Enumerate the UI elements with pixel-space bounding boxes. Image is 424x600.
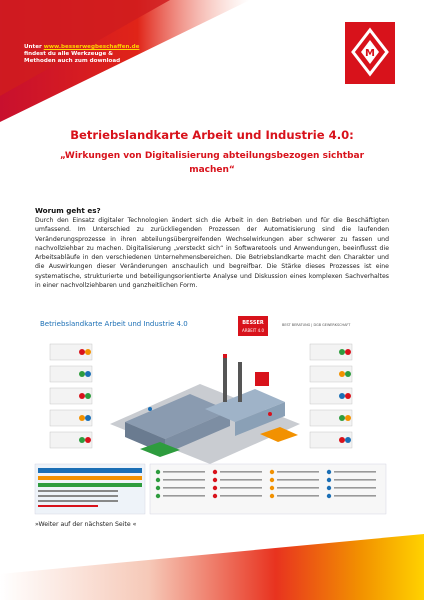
partner-text: BEST BERATUNG | DGB GEWERKSCHAFT <box>282 323 351 327</box>
svg-text:M: M <box>365 48 375 59</box>
page-title: Betriebslandkarte Arbeit und Industrie 4.0: <box>70 128 354 142</box>
section-heading: Worum geht es? <box>35 206 101 215</box>
promo-prefix: Unter <box>24 44 42 50</box>
promo-text <box>24 44 144 66</box>
promo-rest: findest du alle Werkzeuge & Methoden auch zum download <box>24 51 121 65</box>
betriebslandkarte-image <box>30 314 393 520</box>
igmetall-logo <box>345 22 395 84</box>
map-title: Betriebslandkarte Arbeit und Industrie 4.0 <box>40 320 188 328</box>
map-legend-panel <box>35 464 386 514</box>
badge-bottom-text: ARBEIT 4.0 <box>241 328 265 333</box>
besser-badge <box>238 316 268 336</box>
left-legend-boxes <box>50 344 92 448</box>
next-page-link[interactable]: »Weiter auf der nächsten Seite « <box>35 521 137 528</box>
factory-illustration <box>110 354 300 464</box>
right-legend-boxes <box>310 344 352 448</box>
page-subtitle: „Wirkungen von Digitalisierung abteilungsbezogen sichtbar machen“ <box>59 151 365 175</box>
promo-link[interactable]: www.besserwegbeschaffen.de <box>43 44 140 50</box>
body-paragraph: Durch den Einsatz digitaler Technologien ändert sich die Arbeit in den Betrieben und für die Beschäftigten umfassend. Im Unterschied zu zurückliegenden Prozessen der Automatisierung sind die laufenden Veränderungsprozesse in ihren abteilungsübergreifenden Wechselwirkungen aber schwerer zu fassen und nachvollziehbar zu machen. Digitalisierung „versteckt sich“ in Softwaretools und Anwendungen, beeinflusst die Arbeitsabläufe in den verschiedenen Unternehmensbereichen. Die Betriebslandkarte macht den Charakter und die Auswirkungen dieser Veränderungen anschaulich und begreifbar. Die Stärke dieses Prozesses ist eine systematische, strukturierte und beteiligungsorientierte Analyse und Diskussion eines komplexen Sachverhaltes in einer nachvollziehbaren und ganzheitlichen Form. <box>35 217 389 290</box>
bottom-gradient-bar <box>0 534 424 600</box>
badge-top-text: BESSER <box>242 320 264 326</box>
